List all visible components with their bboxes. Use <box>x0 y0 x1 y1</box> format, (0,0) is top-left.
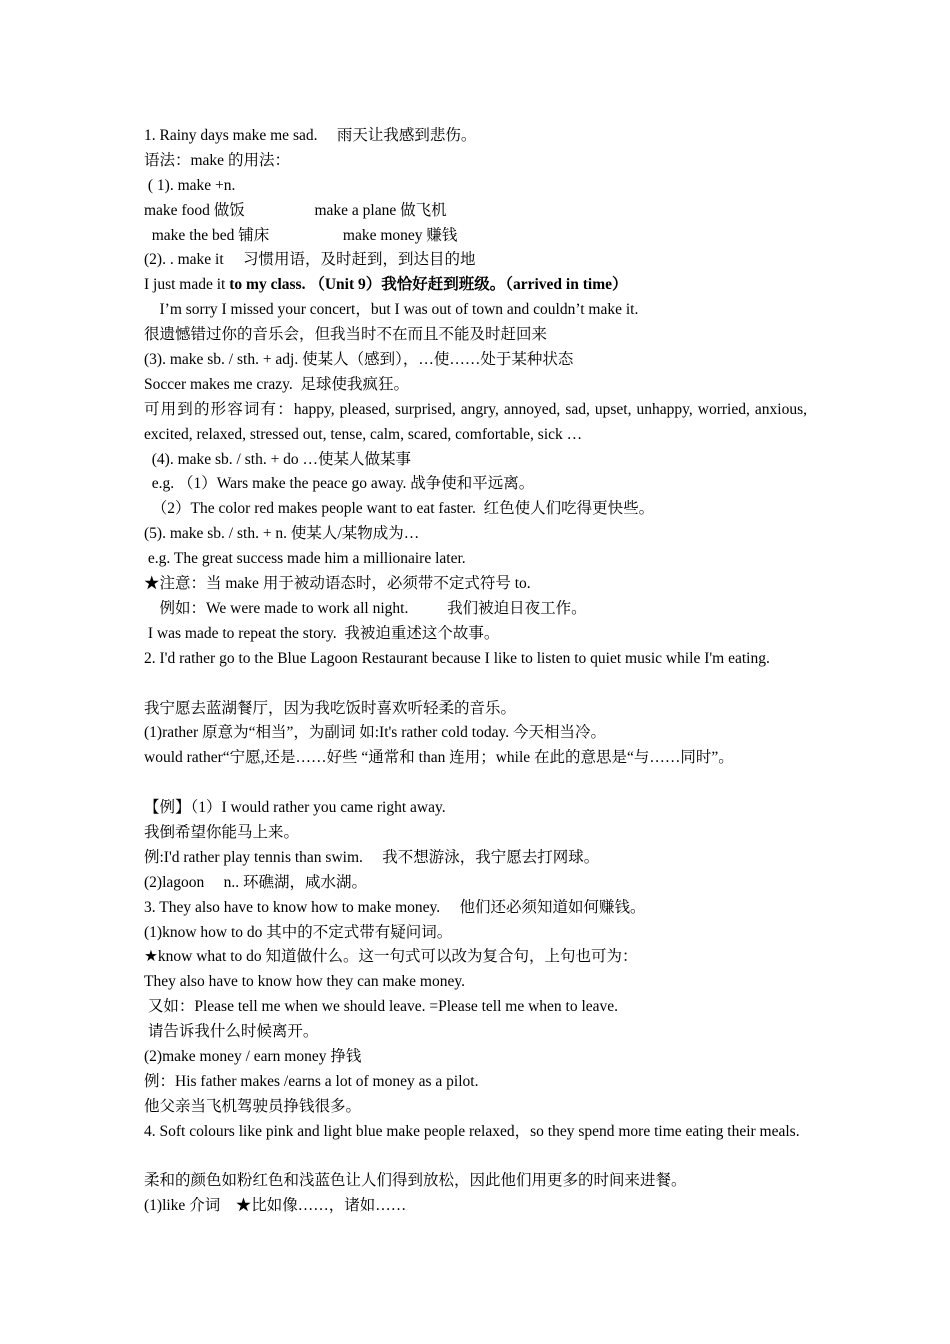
text-line: 请告诉我什么时候离开。 <box>144 1023 319 1041</box>
text-line: (4). make sb. / sth. + do …使某人做某事 <box>144 450 412 468</box>
text-line: 语法：make 的用法： <box>144 151 290 169</box>
text-line: 又如：Please tell me when we should leave. =Please tell me when to leave. <box>144 998 619 1016</box>
text-line: e.g. （1）Wars make the peace go away. 战争使和平远离。 <box>144 475 535 493</box>
text-line: make food 做饭 make a plane 做飞机 <box>144 201 447 219</box>
text-regular: I just made it <box>144 276 230 294</box>
text-line: 柔和的颜色如粉红色和浅蓝色让人们得到放松，因此他们用更多的时间来进餐。 <box>144 1172 687 1190</box>
text-line: Soccer makes me crazy. 足球使我疯狂。 <box>144 375 409 393</box>
text-paragraph: would rather“宁愿,还是……好些 “通常和 than 连用；while 在此的意思是“与……同时”。 <box>144 749 734 767</box>
text-line: make the bed 铺床 make money 赚钱 <box>144 226 458 244</box>
text-line: 他父亲当飞机驾驶员挣钱很多。 <box>144 1097 362 1115</box>
text-line: They also have to know how they can make money. <box>144 973 465 991</box>
document-body <box>144 124 807 1219</box>
text-line: ★know what to do 知道做什么。这一句式可以改为复合句，上句也可为： <box>144 948 638 966</box>
text-paragraph: 2. I'd rather go to the Blue Lagoon Restaurant because I like to listen to quiet music while I'm eating. <box>144 649 770 667</box>
text-line: 3. They also have to know how to make money. 他们还必须知道如何赚钱。 <box>144 898 646 916</box>
text-line: 【例】（1）I would rather you came right away. <box>144 799 446 817</box>
text-line: ★注意：当 make 用于被动语态时，必须带不定式符号 to. <box>144 575 531 593</box>
text-line: I was made to repeat the story. 我被迫重述这个故事。 <box>144 624 500 642</box>
text-line: 例：His father makes /earns a lot of money as a pilot. <box>144 1072 479 1090</box>
text-line: 1. Rainy days make me sad. 雨天让我感到悲伤。 <box>144 127 477 144</box>
text-line: (5). make sb. / sth. + n. 使某人/某物成为… <box>144 525 420 543</box>
text-paragraph: 4. Soft colours like pink and light blue make people relaxed，so they spend more time eating their meals. <box>144 1122 800 1140</box>
text-line: 例:I'd rather play tennis than swim. 我不想游泳，我宁愿去打网球。 <box>144 848 600 866</box>
text-line: （2）The color red makes people want to eat faster. 红色使人们吃得更快些。 <box>144 500 655 518</box>
text-line: 我倒希望你能马上来。 <box>144 823 300 841</box>
text-line: 很遗憾错过你的音乐会，但我当时不在而且不能及时赶回来 <box>144 326 548 344</box>
text-line: I’m sorry I missed your concert，but I was out of town and couldn’t make it. <box>144 301 639 319</box>
text-line-mixed <box>144 273 807 298</box>
text-line: 我宁愿去蓝湖餐厅，因为我吃饭时喜欢听轻柔的音乐。 <box>144 699 517 717</box>
text-line: (2). . make it 习惯用语，及时赶到，到达目的地 <box>144 251 476 269</box>
text-paragraph: 可用到的形容词有：happy, pleased, surprised, angry, annoyed, sad, upset, unhappy, worried, anxious, excited, relaxed, stressed out, tense, calm, scared, comfortable, sick … <box>144 400 807 443</box>
text-line: (3). make sb. / sth. + adj. 使某人（感到），…使……处于某种状态 <box>144 351 574 369</box>
text-line: (1)know how to do 其中的不定式带有疑问词。 <box>144 923 453 941</box>
text-bold: to my class. （Unit 9）我恰好赶到班级。（arrived in time） <box>229 276 628 294</box>
text-line: 例如：We were made to work all night. 我们被迫日夜工作。 <box>144 599 587 617</box>
text-line: ( 1). make +n. <box>144 176 236 194</box>
text-line: (2)lagoon n.. 环礁湖，咸水湖。 <box>144 873 368 891</box>
text-line: (1)like 介词 ★比如像……，诸如…… <box>144 1197 407 1215</box>
text-line: (1)rather 原意为“相当”，为副词 如:It's rather cold today. 今天相当冷。 <box>144 724 606 742</box>
text-line: (2)make money / earn money 挣钱 <box>144 1048 362 1065</box>
text-line: e.g. The great success made him a millionaire later. <box>144 550 466 568</box>
